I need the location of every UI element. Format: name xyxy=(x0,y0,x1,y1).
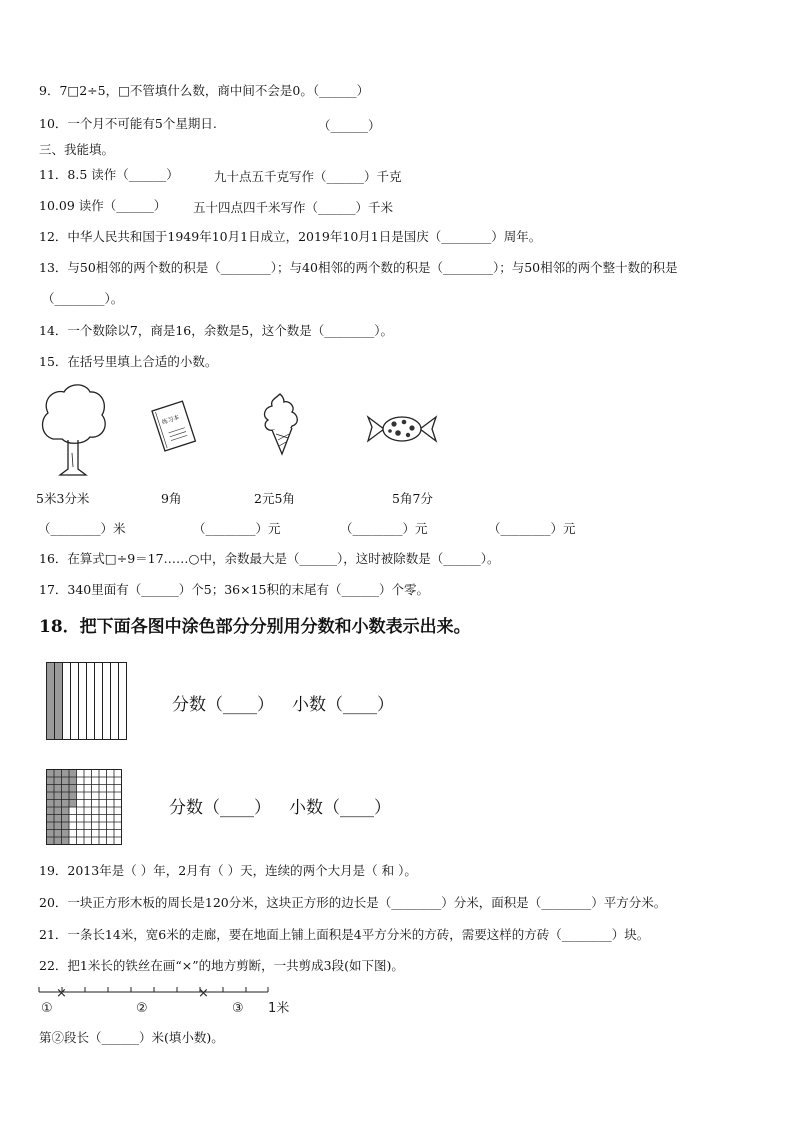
cut-mark-2: × xyxy=(198,986,209,1001)
q13-line2: （________）。 xyxy=(42,291,124,306)
q21: 21．一条长14米，宽6米的走廊，要在地面上铺上面积是4平方分米的方砖，需要这样的方砖（________）块。 xyxy=(39,927,650,942)
q12: 12．中华人民共和国于1949年10月1日成立，2019年10月1日是国庆（________）周年。 xyxy=(39,229,542,244)
q15-label-tree: 5米3分米 xyxy=(36,491,90,506)
q11-part-d: 五十四点四千米写作（______）千米 xyxy=(193,200,394,215)
q18: 18．把下面各图中涂色部分分别用分数和小数表示出来。 xyxy=(39,617,471,637)
q11-part-a: 11．8.5 读作（______） xyxy=(39,167,179,182)
q11-part-c: 10.09 读作（______） xyxy=(39,198,167,213)
q22: 22．把1米长的铁丝在画“×”的地方剪断，一共剪成3段(如下图)。 xyxy=(39,958,404,973)
q10: 10．一个月不可能有5个星期日. xyxy=(39,116,217,131)
q15-label-ice-cream: 2元5角 xyxy=(254,491,295,506)
q14: 14．一个数除以7，商是16，余数是5，这个数是（________）。 xyxy=(39,323,393,338)
candy-icon xyxy=(366,413,438,445)
q22-ruler xyxy=(36,984,306,1018)
notebook-icon xyxy=(150,401,198,453)
q18-decimal-1[interactable]: 小数（____） xyxy=(292,695,394,715)
ice-cream-icon xyxy=(258,392,302,456)
q13-line1: 13．与50相邻的两个数的积是（________）；与40相邻的两个数的积是（________）；与50相邻的两个整十数的积是 xyxy=(39,260,678,275)
q15-blank-candy[interactable]: （________）元 xyxy=(488,521,576,536)
section-3-heading: 三、我能填。 xyxy=(39,142,115,157)
segment-label-2: ② xyxy=(136,1001,148,1016)
q15-blank-notebook[interactable]: （________）元 xyxy=(193,521,281,536)
q16: 16．在算式□÷9＝17……○中，余数最大是（______），这时被除数是（______）。 xyxy=(39,551,500,566)
cut-mark-1: × xyxy=(56,986,67,1001)
tree-icon xyxy=(38,383,108,478)
q22-answer: 第②段长（______）米(填小数)。 xyxy=(39,1030,224,1045)
q11-part-b: 九十点五千克写作（______）千克 xyxy=(214,169,402,184)
segment-label-3: ③ xyxy=(232,1001,244,1016)
q18-fraction-2[interactable]: 分数（____） xyxy=(169,798,271,818)
q19: 19．2013年是（ ）年，2月有（ ）天，连续的两个大月是（ 和 ）。 xyxy=(39,863,417,878)
segment-label-1: ① xyxy=(41,1001,53,1016)
q20: 20．一块正方形木板的周长是120分米，这块正方形的边长是（________）分米，面积是（________）平方分米。 xyxy=(39,895,667,910)
q15-label-notebook: 9角 xyxy=(161,491,182,506)
notebook-label: 练习本 xyxy=(161,414,181,427)
q17: 17．340里面有（______）个5；36×15积的末尾有（______）个零。 xyxy=(39,582,430,597)
q15-label-candy: 5角7分 xyxy=(392,491,433,506)
ruler-end-label: 1米 xyxy=(268,1001,290,1016)
q18-strip-figure xyxy=(46,662,127,740)
q15: 15．在括号里填上合适的小数。 xyxy=(39,354,218,369)
q9: 9．7□2÷5，□不管填什么数，商中间不会是0。（______） xyxy=(39,83,370,98)
q18-fraction-1[interactable]: 分数（____） xyxy=(172,695,274,715)
q18-decimal-2[interactable]: 小数（____） xyxy=(289,798,391,818)
q18-grid-figure xyxy=(46,769,122,845)
q10-blank[interactable]: （______） xyxy=(318,118,381,133)
q15-blank-tree[interactable]: （________）米 xyxy=(38,521,126,536)
q15-blank-ice-cream[interactable]: （________）元 xyxy=(340,521,428,536)
